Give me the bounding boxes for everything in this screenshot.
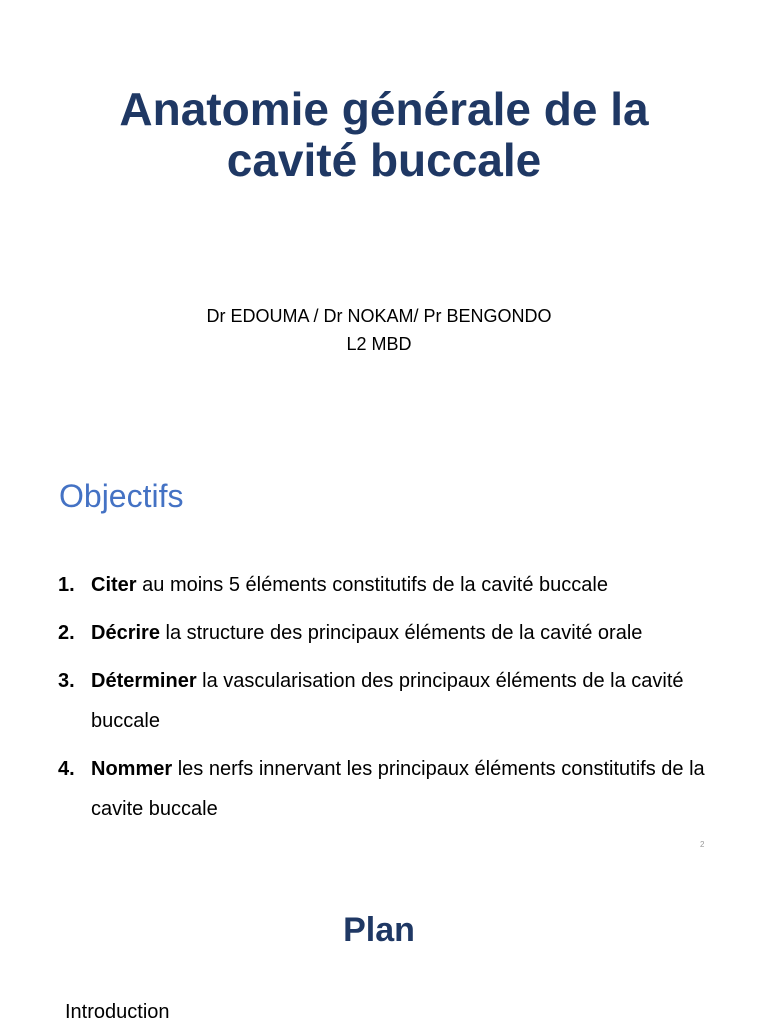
- objective-item: [58, 565, 728, 605]
- page-title: [0, 84, 768, 186]
- plan-item-introduction: Introduction: [65, 1001, 170, 1023]
- objective-number: 1.: [58, 574, 75, 596]
- objective-item: [58, 661, 728, 741]
- objective-verb: Nommer: [91, 758, 173, 780]
- author-names: Dr EDOUMA / Dr NOKAM/ Pr BENGONDO: [206, 306, 552, 326]
- title-line-2: cavité buccale: [226, 134, 542, 186]
- objective-verb: Citer: [91, 574, 137, 596]
- objective-item: [58, 749, 728, 829]
- objective-text: la structure des principaux éléments de la cavité orale: [159, 622, 643, 644]
- objective-number: 3.: [58, 670, 75, 692]
- objective-verb: Déterminer: [91, 670, 197, 692]
- authors-block: [0, 302, 758, 358]
- course-level: L2 MBD: [346, 334, 412, 354]
- objective-item: [58, 613, 728, 653]
- title-line-1: Anatomie générale de la: [119, 83, 649, 135]
- objectifs-heading: Objectifs: [59, 478, 184, 514]
- page-number: 2: [700, 840, 705, 849]
- objectives-list: [58, 565, 728, 837]
- plan-heading: Plan: [343, 911, 415, 949]
- objective-verb: Décrire: [91, 622, 160, 644]
- objective-number: 2.: [58, 622, 75, 644]
- objective-number: 4.: [58, 758, 75, 780]
- objective-text: les nerfs innervant les principaux éléments constitutifs de la cavite buccale: [91, 758, 705, 820]
- objective-text: au moins 5 éléments constitutifs de la cavité buccale: [136, 574, 608, 596]
- objective-text: la vascularisation des principaux éléments de la cavité buccale: [91, 670, 684, 732]
